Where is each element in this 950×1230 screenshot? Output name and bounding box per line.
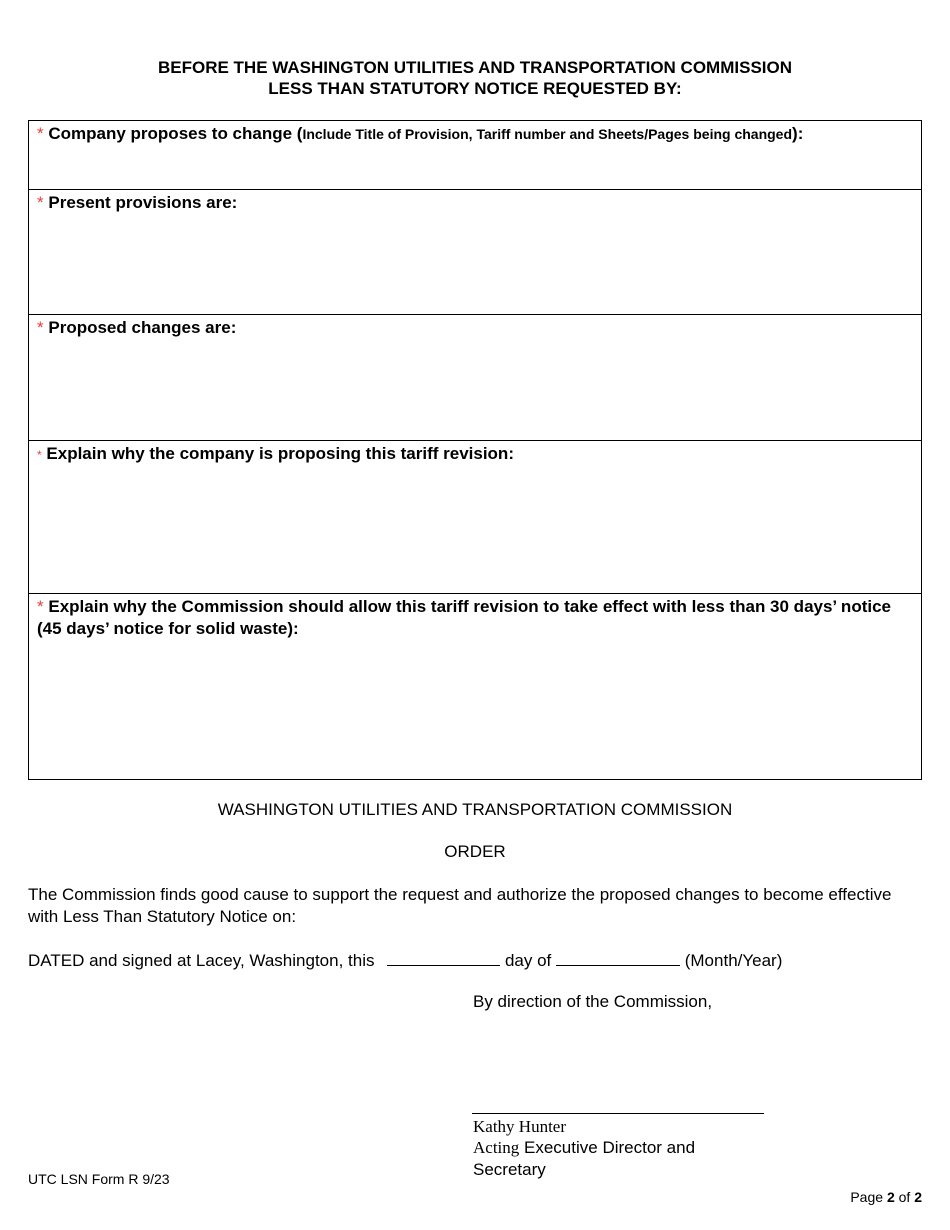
required-asterisk: * (37, 193, 44, 212)
required-asterisk: * (37, 124, 44, 143)
proposed-changes-label: * Proposed changes are: (37, 318, 237, 337)
explain-company-field[interactable] (29, 441, 921, 594)
present-provisions-label: * Present provisions are: (37, 193, 238, 212)
explain-commission-label: * Explain why the Commission should allow this tariff revision to take effect with less than 30 days’ notice (45 days’ notice for solid waste): (37, 597, 891, 638)
present-provisions-field[interactable] (29, 190, 921, 315)
company-change-hint: Include Title of Provision, Tariff number and Sheets/Pages being changed (302, 126, 793, 142)
month-year-label: (Month/Year) (684, 951, 783, 970)
required-asterisk: * (37, 318, 44, 337)
order-commission-name: WASHINGTON UTILITIES AND TRANSPORTATION COMMISSION (217, 800, 733, 819)
explain-commission-field[interactable] (29, 594, 921, 779)
required-asterisk: * (37, 448, 42, 462)
form-id: UTC LSN Form R 9/23 (28, 1171, 170, 1187)
by-direction-text: By direction of the Commission, (473, 992, 713, 1011)
signatory-title-cont: Secretary (473, 1160, 546, 1179)
page-number: Page 2 of 2 (850, 1189, 922, 1205)
signatory-title: Acting Executive Director and (473, 1138, 696, 1157)
day-blank[interactable] (387, 951, 500, 966)
dated-prefix: DATED and signed at Lacey, Washington, this (28, 951, 375, 970)
dated-line (28, 950, 782, 972)
month-year-blank[interactable] (556, 951, 680, 966)
request-form-table (28, 120, 922, 780)
form-header-title: BEFORE THE WASHINGTON UTILITIES AND TRANSPORTATION COMMISSION (157, 58, 793, 77)
order-finding-text: The Commission finds good cause to support the request and authorize the proposed changes to become effective with Less Than Statutory Notice on: (28, 885, 892, 926)
company-change-label: * Company proposes to change (Include Title of Provision, Tariff number and Sheets/Pages being changed): (37, 124, 804, 143)
order-title: ORDER (444, 842, 506, 861)
signatory-name: Kathy Hunter (473, 1117, 567, 1136)
required-asterisk: * (37, 597, 44, 616)
explain-company-label: * Explain why the company is proposing this tariff revision: (37, 444, 514, 463)
proposed-changes-field[interactable] (29, 315, 921, 441)
company-change-field[interactable] (29, 121, 921, 190)
signature-line (472, 1113, 764, 1114)
form-header-subtitle: LESS THAN STATUTORY NOTICE REQUESTED BY: (268, 79, 682, 98)
day-of-label: day of (504, 951, 552, 970)
